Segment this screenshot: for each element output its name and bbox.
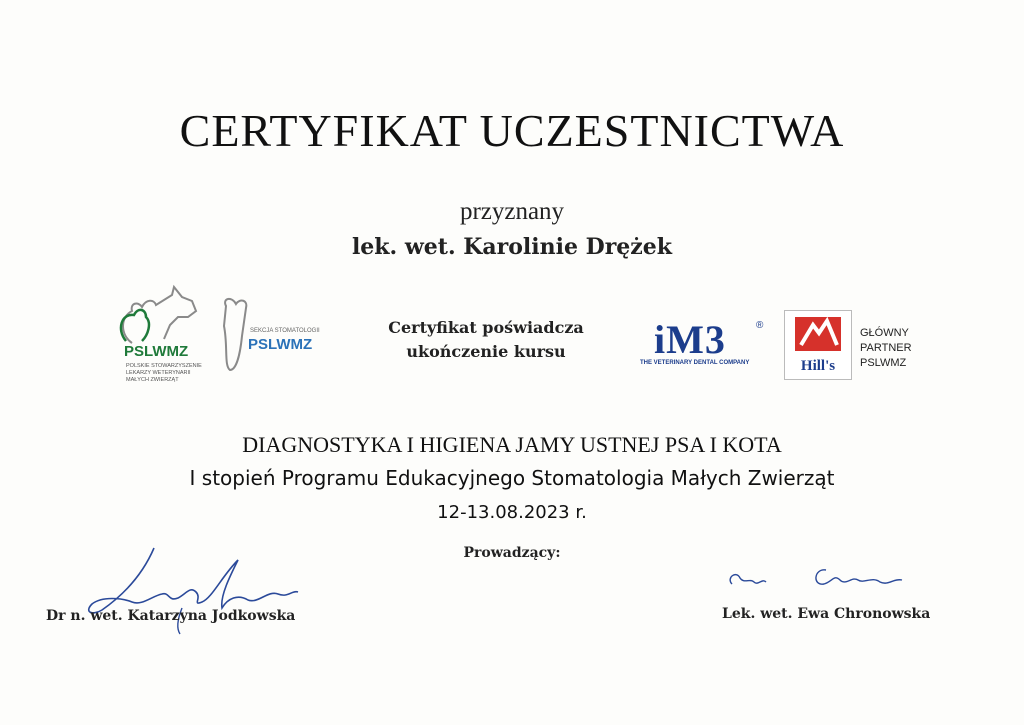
hills-brand: Hill's <box>800 358 836 374</box>
certifies-text <box>356 316 616 364</box>
leaders-label: Prowadzący: <box>463 545 561 561</box>
pslwmz-subtitle-line: LEKARZY WETERYNARII <box>126 370 191 376</box>
im3-logo <box>636 316 782 376</box>
granted-label: przyznany <box>459 198 565 225</box>
hills-emblem-icon <box>785 311 851 355</box>
pslwmz-subtitle-line: MAŁYCH ZWIERZĄT <box>126 377 179 383</box>
sekcja-small-label: SEKCJA STOMATOLOGII <box>250 328 320 334</box>
im3-tagline: THE VETERINARY DENTAL COMPANY <box>640 360 750 366</box>
partner-line: GŁÓWNY <box>860 327 909 339</box>
recipient-name: lek. wet. Karolinie Drężek <box>351 234 673 260</box>
program-name: I stopień Programu Edukacyjnego Stomatologia Małych Zwierząt <box>189 466 835 490</box>
certifies-line: ukończenie kursu <box>406 342 566 361</box>
pslwmz-subtitle-line: POLSKIE STOWARZYSZENIE <box>126 363 202 369</box>
lecturer-left-name: Dr n. wet. Katarzyna Jodkowska <box>46 608 296 624</box>
pslwmz-logo <box>112 283 212 393</box>
pslwmz-subtitle <box>126 363 226 384</box>
im3-registered: ® <box>756 320 764 331</box>
main-partner-label <box>860 326 912 371</box>
sekcja-name: PSLWMZ <box>248 336 313 353</box>
hills-logo <box>784 310 852 380</box>
im3-mark: iM3 <box>654 317 726 362</box>
partner-line: PSLWMZ <box>860 357 907 369</box>
certificate-title: CERTYFIKAT UCZESTNICTWA <box>179 105 845 156</box>
sekcja-stomatologii-logo <box>218 296 338 376</box>
signature-right <box>722 560 922 600</box>
pslwmz-name: PSLWMZ <box>124 343 189 360</box>
certifies-line: Certyfikat poświadcza <box>388 318 584 337</box>
course-date: 12-13.08.2023 r. <box>437 502 587 523</box>
course-title: DIAGNOSTYKA I HIGIENA JAMY USTNEJ PSA I KOTA <box>242 432 782 457</box>
partner-line: PARTNER <box>860 342 912 354</box>
lecturer-right-name: Lek. wet. Ewa Chronowska <box>722 606 931 622</box>
handwritten-signature-icon <box>722 560 922 600</box>
